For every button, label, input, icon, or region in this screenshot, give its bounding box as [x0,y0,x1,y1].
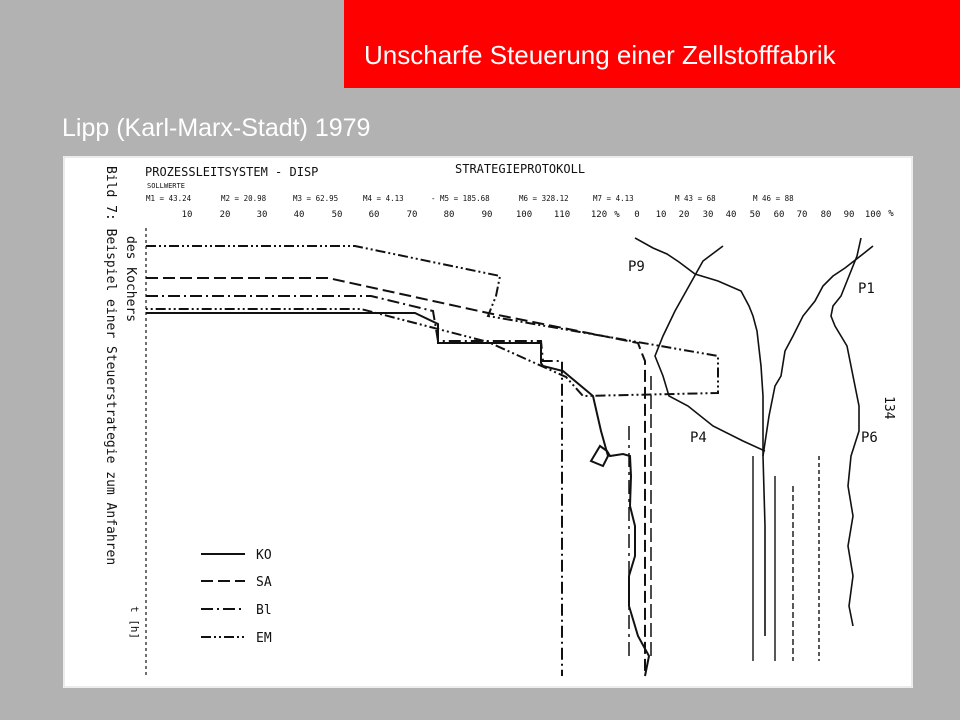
right-tick: 20 [678,210,690,220]
setpoint-8: M 43 = 68 [675,194,716,203]
right-tick: 100 [864,210,882,220]
scanned-chart [63,156,913,688]
setpoint-9: M 46 = 88 [753,194,794,203]
right-tick: 80 [820,210,832,220]
left-tick: 70 [406,210,418,220]
scan-drawing [63,156,913,688]
legend-label-em: EM [256,631,272,646]
legend-label-bl: Bl [256,603,272,618]
left-tick: 90 [481,210,493,220]
right-tick: 40 [725,210,737,220]
left-tick: 80 [443,210,455,220]
right-tick: 10 [655,210,667,220]
caption-line-2: des Kochers [123,236,138,323]
sollwerte-label: SOLLWERTE [147,182,185,190]
left-tick: 30 [256,210,268,220]
left-tick: 60 [368,210,380,220]
setpoint-4: M4 = 4.13 [363,194,404,203]
setpoint-6: M6 = 328.12 [519,194,569,203]
legend-label-sa: SA [256,575,272,590]
slide-subtitle: Lipp (Karl-Marx-Stadt) 1979 [62,114,371,142]
setpoint-3: M3 = 62.95 [293,194,339,203]
curve-label-p1: P1 [858,281,875,297]
right-tick: 90 [843,210,855,220]
right-tick: 50 [749,210,761,220]
right-tick: 70 [796,210,808,220]
setpoint-5: - M5 = 185.68 [431,194,490,203]
header-left: PROZESSLEITSYSTEM - DISP [145,165,319,179]
right-tick: 30 [702,210,714,220]
curve-label-p9: P9 [628,259,645,275]
page-number: 134 [881,396,896,420]
left-axis-unit: % [614,210,620,220]
left-tick: 40 [293,210,305,220]
time-axis-label: t [h] [128,606,141,640]
scan-frame [64,157,912,687]
right-tick: 0 [634,210,640,220]
setpoint-2: M2 = 20.98 [221,194,267,203]
right-tick: 60 [773,210,785,220]
right-axis-unit: % [888,209,894,219]
curve-label-p6: P6 [861,430,878,446]
header-right: STRATEGIEPROTOKOLL [455,162,586,176]
legend-label-ko: KO [256,548,272,563]
left-tick: 100 [515,210,533,220]
curve-label-p4: P4 [690,430,707,446]
caption-line-1: Bild 7: Beispiel einer Steuerstrategie zum Anfahren [103,166,118,566]
left-tick: 10 [181,210,193,220]
setpoint-1: M1 = 43.24 [146,194,192,203]
left-tick: 50 [331,210,343,220]
setpoint-7: M7 = 4.13 [593,194,634,203]
left-tick: 20 [219,210,231,220]
left-tick: 120 [590,210,608,220]
title-bar [344,0,960,88]
left-tick: 110 [553,210,571,220]
slide-title: Unscharfe Steuerung einer Zellstofffabrik [364,40,836,70]
